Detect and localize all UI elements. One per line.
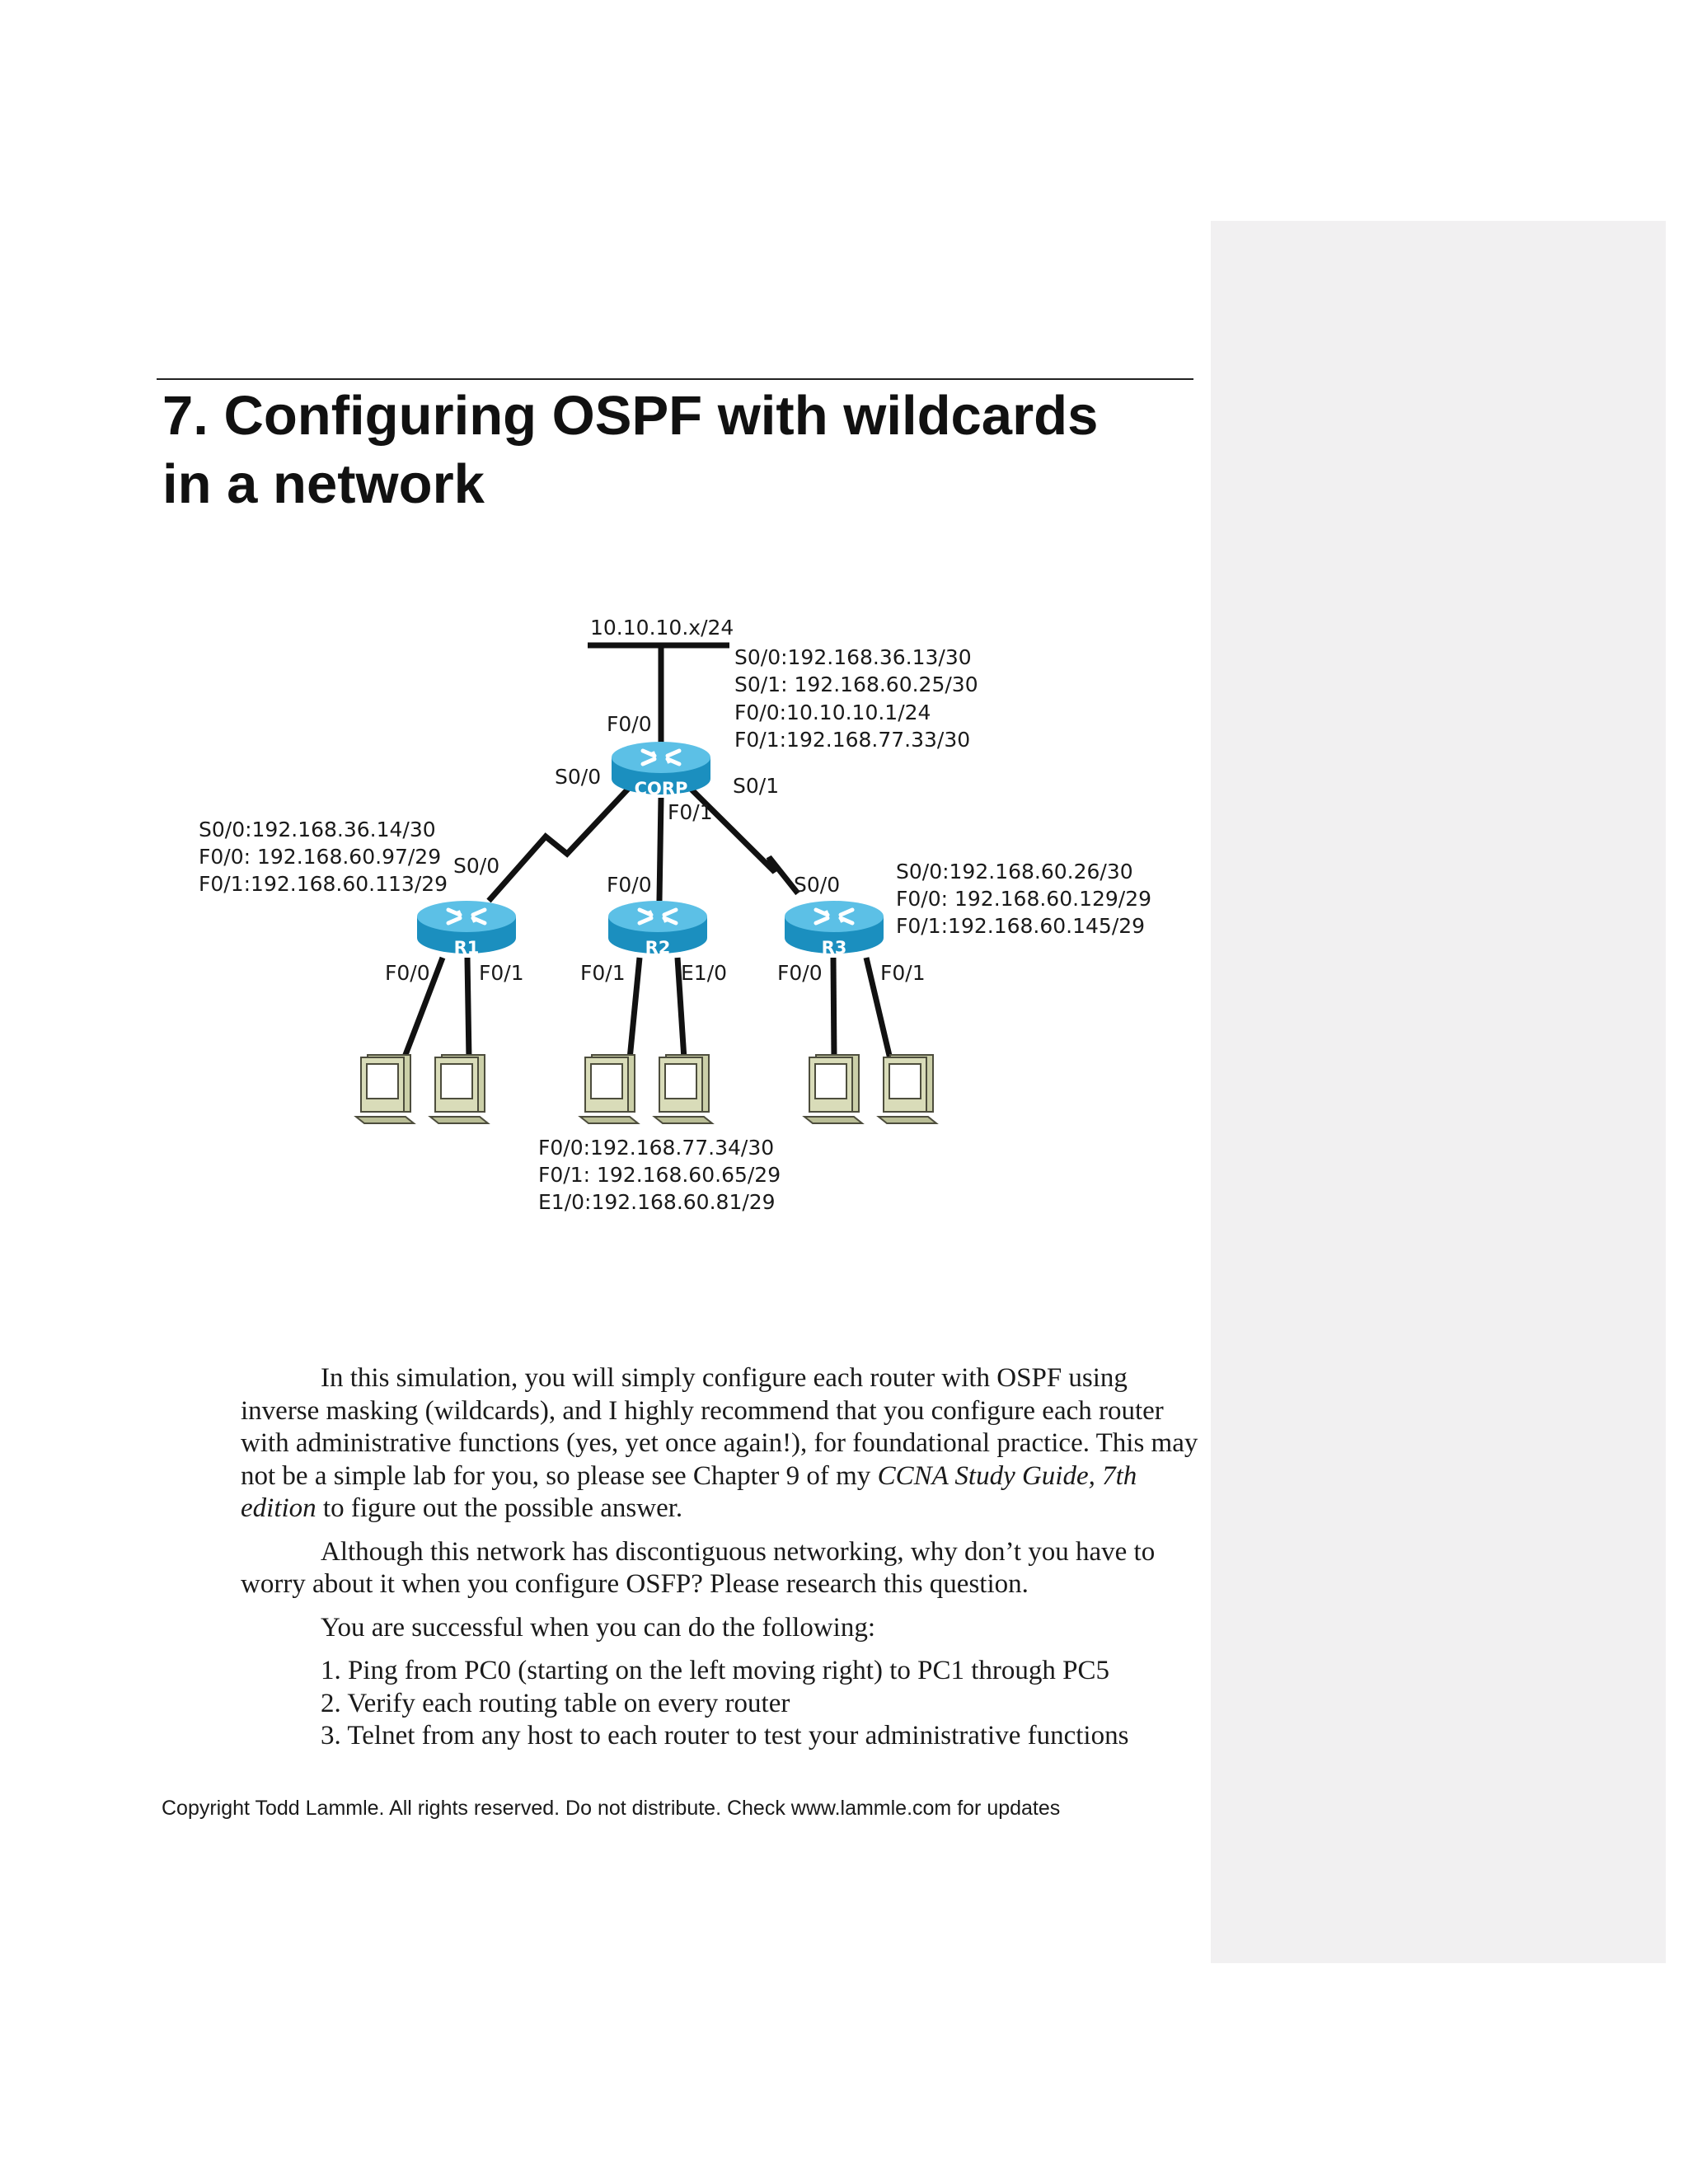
r3-port-s00-label: S0/0 (794, 873, 841, 897)
list-item: 3. Telnet from any host to each router to test your administrative functions (321, 1721, 1129, 1750)
corp-address: F0/1:192.168.77.33/30 (734, 728, 971, 752)
r3-address: S0/0:192.168.60.26/30 (896, 860, 1133, 883)
pc0-icon (356, 1055, 414, 1123)
r3-port-f00-label: F0/0 (777, 961, 823, 985)
intro-text-end: to figure out the possible answer. (316, 1493, 683, 1523)
r2-address-block (538, 1136, 781, 1214)
r3-router-name: R3 (821, 938, 847, 958)
r3-address: F0/0: 192.168.60.129/29 (896, 887, 1152, 911)
r1-router-icon (417, 901, 516, 958)
chapter-title-line-1: 7. Configuring OSPF with wildcards (162, 385, 1099, 447)
r3-address-block (896, 860, 1151, 938)
corp-port-s00-label: S0/0 (555, 765, 602, 789)
research-paragraph: Although this network has discontiguous networking, why don’t you have to worry about it when you configure OSFP? Please research this question. (241, 1536, 1156, 1599)
intro-paragraph (241, 1362, 1205, 1526)
r2-port-f01-label: F0/1 (580, 961, 626, 985)
r3-router-icon (785, 901, 884, 958)
r3-pc4-link (833, 958, 834, 1059)
success-paragraph: You are successful when you can do the following: (321, 1612, 876, 1643)
pc4-icon (804, 1055, 862, 1123)
r2-address: F0/1: 192.168.60.65/29 (538, 1163, 781, 1187)
r2-port-e10-label: E1/0 (681, 961, 728, 985)
r1-port-f01-label: F0/1 (479, 961, 524, 985)
corp-port-s01-label: S0/1 (733, 774, 780, 798)
book-title: CCNA Study Guide, 7th edition (241, 1460, 1137, 1523)
corp-port-f00-label: F0/0 (607, 712, 652, 736)
corp-address: F0/0:10.10.10.1/24 (734, 701, 931, 724)
corp-address: S0/0:192.168.36.13/30 (734, 645, 972, 669)
r2-address: F0/0:192.168.77.34/30 (538, 1136, 775, 1160)
chapter-title-line-2: in a network (162, 453, 485, 515)
corp-port-f01-label: F0/1 (668, 800, 713, 824)
r2-pc2-link (630, 958, 640, 1059)
r1-port-s00-label: S0/0 (453, 854, 500, 878)
copyright-footer: Copyright Todd Lammle. All rights reserved. Do not distribute. Check www.lammle.com for updates (162, 1797, 1061, 1820)
r2-router-name: R2 (645, 938, 671, 958)
r1-router-name: R1 (453, 938, 480, 958)
corp-r2-link (659, 798, 661, 901)
intro-text: In this simulation, you will simply configure each router with OSPF using inverse masking (wildcards), and I highly recommend that you configure each router with administrative functions (yes, yet once again!), for foundational practice. This may not be a simple lab for you, so please see Chapter 9 of my (241, 1363, 1198, 1491)
r2-router-icon (608, 901, 707, 958)
pc3-icon (654, 1055, 712, 1123)
body-text (241, 1362, 1205, 1753)
pc5-icon (879, 1055, 936, 1123)
r1-address: F0/1:192.168.60.113/29 (199, 872, 448, 896)
r3-port-f01-label: F0/1 (880, 961, 926, 985)
pc2-icon (580, 1055, 638, 1123)
r1-pc1-link (467, 958, 469, 1059)
list-item: 2. Verify each routing table on every router (321, 1688, 790, 1718)
success-steps (241, 1655, 1205, 1753)
r1-address: F0/0: 192.168.60.97/29 (199, 845, 442, 869)
r1-address-block (199, 818, 448, 896)
lan-label: 10.10.10.x/24 (590, 616, 734, 640)
corp-address-block (734, 645, 978, 752)
corp-router-name: CORP (634, 779, 688, 799)
list-item: 1. Ping from PC0 (starting on the left moving right) to PC1 through PC5 (321, 1656, 1109, 1685)
pc1-icon (430, 1055, 488, 1123)
r2-address: E1/0:192.168.60.81/29 (538, 1190, 776, 1214)
corp-address: S0/1: 192.168.60.25/30 (734, 673, 978, 696)
r1-address: S0/0:192.168.36.14/30 (199, 818, 436, 841)
r3-address: F0/1:192.168.60.145/29 (896, 914, 1146, 938)
r2-port-f00-label: F0/0 (607, 873, 652, 897)
r1-port-f00-label: F0/0 (385, 961, 430, 985)
